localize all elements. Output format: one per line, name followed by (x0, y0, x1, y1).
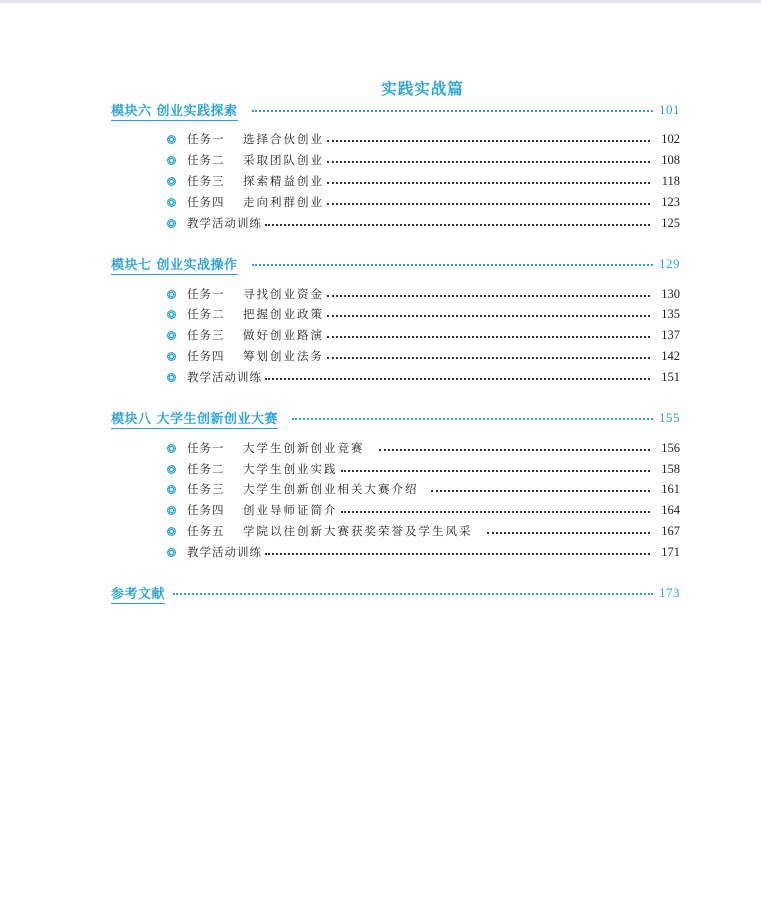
module-heading[interactable] (111, 254, 680, 274)
task-entry[interactable] (167, 172, 680, 190)
task-entry[interactable] (167, 285, 680, 303)
task-label: 任务二 (187, 462, 225, 476)
task-page-number: 171 (661, 544, 680, 559)
bullet-icon (167, 527, 176, 536)
bullet-icon (167, 135, 176, 144)
task-page-number: 118 (661, 173, 680, 188)
task-page-number: 164 (661, 502, 680, 517)
dot-leader (327, 315, 650, 317)
task-page-number: 135 (661, 306, 680, 321)
task-label: 任务一 (187, 441, 225, 455)
references-page-number: 173 (659, 585, 680, 600)
activity-entry[interactable] (167, 368, 680, 386)
task-name: 采取团队创业 (243, 153, 324, 167)
task-entry[interactable] (167, 460, 680, 478)
dot-leader (327, 336, 650, 338)
activity-entry[interactable] (167, 543, 680, 561)
task-name: 做好创业路演 (243, 328, 324, 342)
bullet-icon (167, 373, 176, 382)
task-label: 任务五 (187, 524, 225, 538)
task-entry[interactable] (167, 130, 680, 148)
bullet-icon (167, 548, 176, 557)
bullet-icon (167, 506, 176, 515)
dot-leader (327, 203, 650, 205)
task-label: 任务三 (187, 482, 225, 496)
references-heading[interactable] (111, 583, 680, 603)
activity-label: 教学活动训练 (187, 216, 262, 230)
dot-leader (487, 532, 651, 534)
dot-leader (265, 378, 650, 380)
task-entry[interactable] (167, 151, 680, 169)
task-entry[interactable] (167, 439, 680, 457)
module-title: 模块八 大学生创新创业大赛 (111, 408, 278, 429)
task-label: 任务二 (187, 153, 225, 167)
task-entry[interactable] (167, 193, 680, 211)
task-page-number: 108 (661, 152, 680, 167)
bullet-icon (167, 310, 176, 319)
activity-label: 教学活动训练 (187, 545, 262, 559)
task-page-number: 125 (661, 215, 680, 230)
task-entry[interactable] (167, 305, 680, 323)
task-entry[interactable] (167, 347, 680, 365)
dot-leader (327, 161, 650, 163)
bullet-icon (167, 331, 176, 340)
task-name: 创业导师证简介 (243, 503, 338, 517)
task-page-number: 142 (661, 348, 680, 363)
dot-leader (327, 182, 650, 184)
bullet-icon (167, 485, 176, 494)
task-page-number: 167 (661, 523, 680, 538)
bullet-icon (167, 444, 176, 453)
task-entry[interactable] (167, 480, 680, 498)
task-name: 走向利群创业 (243, 195, 324, 209)
bullet-icon (167, 352, 176, 361)
task-label: 任务三 (187, 328, 225, 342)
bullet-icon (167, 198, 176, 207)
dot-leader (341, 511, 651, 513)
dot-leader (327, 295, 650, 297)
task-label: 任务四 (187, 503, 225, 517)
bullet-icon (167, 156, 176, 165)
dot-leader (431, 490, 651, 492)
task-label: 任务二 (187, 307, 225, 321)
task-entry[interactable] (167, 326, 680, 344)
activity-label: 教学活动训练 (187, 370, 262, 384)
module-page-number: 129 (659, 256, 680, 271)
task-name: 选择合伙创业 (243, 132, 324, 146)
task-page-number: 123 (661, 194, 680, 209)
task-page-number: 151 (661, 369, 680, 384)
dot-leader (265, 224, 650, 226)
module-title: 模块七 创业实战操作 (111, 254, 238, 275)
dot-leader (265, 553, 650, 555)
task-label: 任务四 (187, 349, 225, 363)
task-entry[interactable] (167, 522, 680, 540)
task-label: 任务三 (187, 174, 225, 188)
module-title: 模块六 创业实践探索 (111, 100, 238, 121)
module-page-number: 155 (659, 410, 680, 425)
task-label: 任务四 (187, 195, 225, 209)
dot-leader (327, 357, 650, 359)
module-heading[interactable] (111, 408, 680, 428)
bullet-icon (167, 177, 176, 186)
task-page-number: 137 (661, 327, 680, 342)
module-page-number: 101 (659, 102, 680, 117)
task-page-number: 130 (661, 286, 680, 301)
task-name: 筹划创业法务 (243, 349, 324, 363)
task-page-number: 102 (661, 131, 680, 146)
bullet-icon (167, 219, 176, 228)
task-name: 学院以往创新大赛获奖荣誉及学生风采 (243, 524, 473, 538)
dot-leader (252, 110, 653, 112)
task-page-number: 161 (661, 481, 680, 496)
dot-leader (252, 264, 653, 266)
part-title: 实践实战篇 (381, 80, 464, 98)
bullet-icon (167, 465, 176, 474)
task-name: 探索精益创业 (243, 174, 324, 188)
dot-leader (341, 470, 651, 472)
dot-leader (379, 449, 651, 451)
task-name: 把握创业政策 (243, 307, 324, 321)
module-heading[interactable] (111, 100, 680, 120)
task-name: 大学生创新创业竞赛 (243, 441, 365, 455)
task-page-number: 156 (661, 440, 680, 455)
task-name: 大学生创业实践 (243, 462, 338, 476)
task-name: 寻找创业资金 (243, 287, 324, 301)
references-title: 参考文献 (111, 583, 165, 604)
task-page-number: 158 (661, 461, 680, 476)
dot-leader (292, 418, 653, 420)
task-name: 大学生创新创业相关大赛介绍 (243, 482, 419, 496)
top-border (0, 0, 761, 3)
dot-leader (327, 140, 650, 142)
task-label: 任务一 (187, 132, 225, 146)
task-label: 任务一 (187, 287, 225, 301)
dot-leader (173, 593, 653, 595)
activity-entry[interactable] (167, 214, 680, 232)
task-entry[interactable] (167, 501, 680, 519)
bullet-icon (167, 290, 176, 299)
